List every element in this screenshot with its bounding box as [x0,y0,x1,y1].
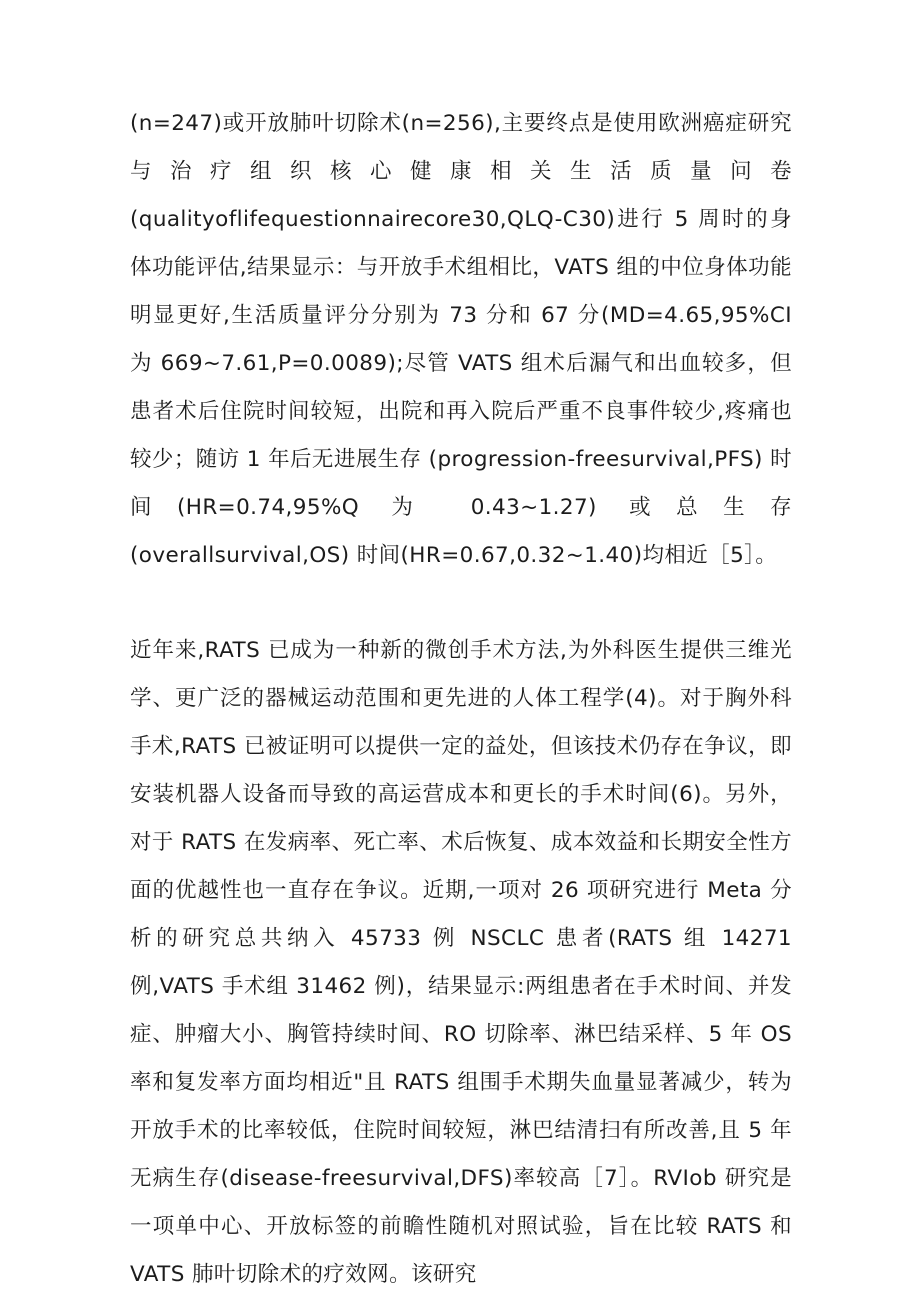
paragraph-vats-trial-results: (n=247)或开放肺叶切除术(n=256),主要终点是使用欧洲癌症研究与治疗组织核心健康相关生活质量问卷(qualityoflifequestionnairecore30,QLQ-C30)进行 5 周时的身体功能评估,结果显示：与开放手术组相比，VATS 组的中位身体功能明显更好,生活质量评分分别为 73 分和 67 分(MD=4.65,95%CI 为 669~7.61,P=0.0089);尽管 VATS 组术后漏气和出血较多，但患者术后住院时间较短，出院和再入院后严重不良事件较少,疼痛也较少；随访 1 年后无进展生存 (progression-freesurvival,PFS) 时间(HR=0.74,95%Q 为 0.43~1.27) 或总生存 (overallsurvival,OS) 时间(HR=0.67,0.32~1.40)均相近［5］。 [130,111,792,568]
paragraph-rats-overview: 近年来,RATS 已成为一种新的微创手术方法,为外科医生提供三维光学、更广泛的器械运动范围和更先进的人体工程学(4)。对于胸外科手术,RATS 已被证明可以提供一定的益处，但该技术仍存在争议，即安装机器人设备而导致的高运营成本和更长的手术时间(6)。另外，对于 RATS 在发病率、死亡率、术后恢复、成本效益和长期安全性方面的优越性也一直存在争议。近期,一项对 26 项研究进行 Meta 分析的研究总共纳入 45733 例 NSCLC 患者(RATS 组 14271 例,VATS 手术组 31462 例)，结果显示:两组患者在手术时间、并发症、肿瘤大小、胸管持续时间、RO 切除率、淋巴结采样、5 年 OS 率和复发率方面均相近"且 RATS 组围手术期失血量显著减少，转为开放手术的比率较低，住院时间较短，淋巴结清扫有所改善,且 5 年无病生存(disease-freesurvival,DFS)率较高［7］。RVIob 研究是一项单中心、开放标签的前瞻性随机对照试验，旨在比较 RATS 和 VATS 肺叶切除术的疗效网。该研究 [130,638,792,1287]
